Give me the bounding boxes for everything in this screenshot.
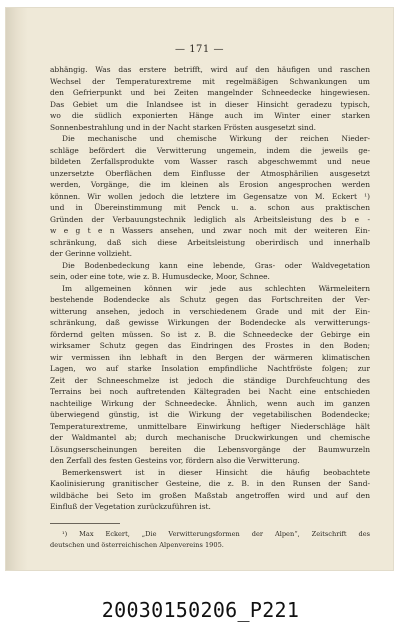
text-line: fördernd gelten müssen. So ist z. B. die Schneedecke der Gebirge ein — [50, 329, 370, 339]
text-line: nachteilige Wirkung der Schneedecke. Ähnlich, wenn auch im ganzen — [50, 398, 370, 408]
text-line: ¹) Max Eckert, „Die Verwitterungsformen der Alpen“, Zeitschrift des — [62, 530, 370, 538]
footnote — [50, 529, 370, 550]
text-line: den Zerfall des festen Gesteins vor, fördern also die Verwitterung. — [50, 456, 300, 465]
footnote-rule — [50, 523, 120, 524]
text-line: witterung ansehen, jedoch in verschiedenem Grade und mit der Ein- — [50, 306, 370, 316]
text-line: abhängig. Was das erstere betrifft, wird auf den häufigen und raschen — [50, 65, 370, 74]
page-gutter — [6, 8, 28, 570]
text-line: Zeit der Schneeschmelze ist jedoch die ständige Durchfeuchtung des — [50, 375, 370, 385]
text-line: Sonnenbestrahlung und in der Nacht starken Frösten ausgesetzt sind. — [50, 122, 316, 132]
text-line: Lagen, wo auf starke Insolation empfindliche Nachtfröste folgen; zur — [50, 364, 370, 373]
archive-caption: 20030150206_P221 — [101, 598, 300, 622]
text-line: schläge befördert die Verwitterung ungemein, indem die jeweils ge- — [50, 145, 370, 155]
text-line: Die mechanische und chemische Wirkung der reichen Nieder- — [62, 134, 370, 143]
text-line: Bemerkenswert ist in dieser Hinsicht die häufig beobachtete — [62, 467, 370, 477]
text-line: Gründen der Verbauungstechnik lediglich als Arbeitsleistung des b e - — [50, 214, 370, 224]
text-line: Wechsel der Temperaturextreme mit regelmäßigen Schwankungen um — [50, 76, 370, 86]
text-line: w e g t e n Wassers ansehen, und zwar noch mit der weiteren Ein- — [50, 226, 370, 235]
text-line: wildbäche bei Seto im großen Maßstab angetroffen wird und auf den — [50, 490, 370, 500]
text-line: deutschen und österreichischen Alpenvereins 1905. — [50, 540, 224, 549]
page-number: — 171 — — [175, 44, 224, 55]
text-line: Temperaturextreme, unmittelbare Einwirkung heftiger Niederschläge hält — [50, 421, 370, 431]
text-line: Kaolinisierung granitischer Gesteine, die z. B. in den Runsen der Sand- — [50, 479, 370, 488]
text-line: wir vermissen ihn lebhaft in den Bergen der wärmeren klimatischen — [50, 352, 370, 362]
book-page — [6, 8, 393, 570]
text-line: bestehende Bodendecke als Schutz gegen das Fortschreiten der Ver- — [50, 295, 370, 304]
text-line: bildeten Zerfallsprodukte vom Wasser rasch abgeschwemmt und neue — [50, 157, 370, 166]
text-line: wirksamer Schutz gegen das Eindringen des Frostes in den Boden; — [50, 341, 370, 350]
text-line: Lösungserscheinungen bereiten die Lebensvorgänge der Baumwurzeln — [50, 444, 370, 454]
text-line: schränkung, daß sich diese Arbeitsleistung oberirdisch und innerhalb — [50, 237, 370, 247]
text-line: unzersetzte Oberflächen dem Einflusse der Atmosphärilien ausgesetzt — [50, 168, 370, 178]
body-text — [50, 64, 370, 513]
text-line: sein, oder eine tote, wie z. B. Humusdecke, Moor, Schnee. — [50, 272, 270, 281]
text-line: wo die südlich exponierten Hänge auch im Winter einer starken — [50, 111, 370, 120]
text-line: werden, Vorgänge, die im kleinen als Erosion angesprochen werden — [50, 180, 370, 189]
text-line: Im allgemeinen können wir jede aus schlechten Wärmeleitern — [62, 283, 370, 293]
text-line: Das Gebiet um die Inlandsee ist in dieser Hinsicht geradezu typisch, — [50, 99, 370, 109]
text-line: Einfluß der Vegetation zurückzuführen ist. — [50, 502, 211, 511]
text-line: überwiegend günstig, ist die Wirkung der vegetabilischen Bodendecke; — [50, 410, 370, 419]
text-line: der Waldmantel ab; durch mechanische Druckwirkungen und chemische — [50, 433, 370, 442]
text-line: Die Bodenbedeckung kann eine lebende, Gras- oder Waldvegetation — [62, 260, 370, 270]
text-line: können. Wir wollen jedoch die letztere im Gegensatze von M. Eckert ¹) — [50, 191, 370, 201]
text-line: und in Übereinstimmung mit Penck u. a. schon aus praktischen — [50, 203, 370, 212]
text-line: schränkung, daß gewisse Wirkungen der Bodendecke als verwitterungs- — [50, 318, 370, 327]
text-line: den Gefrierpunkt und bei Zeiten mangelnder Schneedecke hingewiesen. — [50, 88, 370, 97]
text-line: Terrains bei noch auftretenden Kältegraden bei Nacht eine entschieden — [50, 387, 370, 396]
text-line: der Gerinne vollzieht. — [50, 249, 132, 258]
